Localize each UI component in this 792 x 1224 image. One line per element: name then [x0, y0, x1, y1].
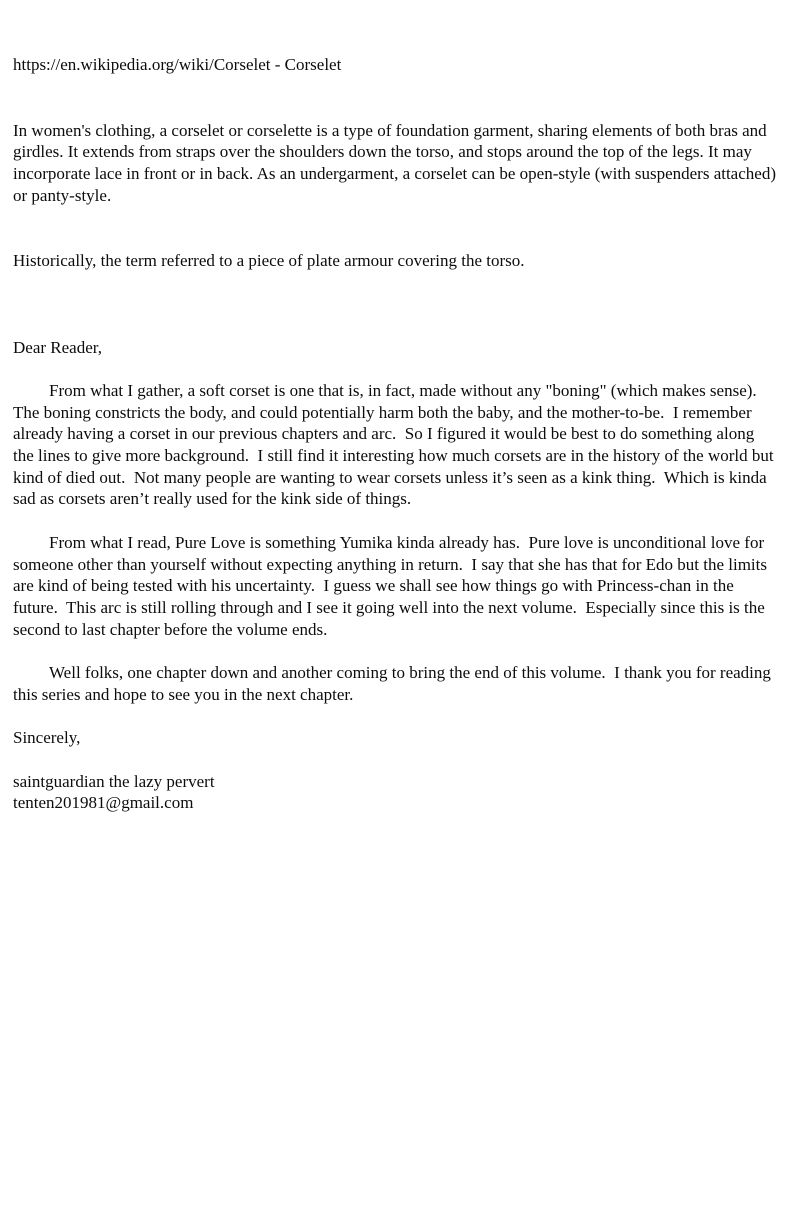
- closing: Sincerely,: [13, 728, 81, 748]
- salutation: Dear Reader,: [13, 337, 102, 357]
- paragraph-farewell: Well folks, one chapter down and another coming to bring the end of this volume. I thank you for reading this series and hope to see you in the next chapter.: [13, 663, 776, 704]
- wiki-excerpt: In women's clothing, a corselet or corselette is a type of foundation garment, sharing elements of both bras and girdles. It extends from straps over the shoulders down the torso, and stops around the top of the legs. It may incorporate lace in front or in back. As an undergarment, a corselet can be open-style (with suspenders attached) or panty-style.: [13, 120, 781, 205]
- wiki-note: Historically, the term referred to a piece of plate armour covering the torso.: [13, 250, 525, 270]
- source-url: https://en.wikipedia.org/wiki/Corselet - Corselet: [13, 55, 342, 75]
- signature-name: saintguardian the lazy pervert: [13, 771, 215, 791]
- paragraph-pure-love: From what I read, Pure Love is something Yumika kinda already has. Pure love is unconditional love for someone other than yourself without expecting anything in return. I say that she has that for Edo but the limits are kind of being tested with his uncertainty. I guess we shall see how things go with Princess-chan in the future. This arc is still rolling through and I see it going well into the next volume. Especially since this is the second to last chapter before the volume ends.: [13, 532, 772, 639]
- signature-email: tenten201981@gmail.com: [13, 793, 194, 813]
- paragraph-corset: From what I gather, a soft corset is one that is, in fact, made without any "boning" (which makes sense). The boning constricts the body, and could potentially harm both the baby, and the mother-to-be. I remember already having a corset in our previous chapters and arc. So I figured it would be best to do something along the lines to give more background. I still find it interesting how much corsets are in the history of the world but kind of died out. Not many people are wanting to wear corsets unless it’s seen as a kink thing. Which is kinda sad as corsets aren’t really used for the kink side of things.: [13, 380, 778, 509]
- page-header: [13, 11, 779, 315]
